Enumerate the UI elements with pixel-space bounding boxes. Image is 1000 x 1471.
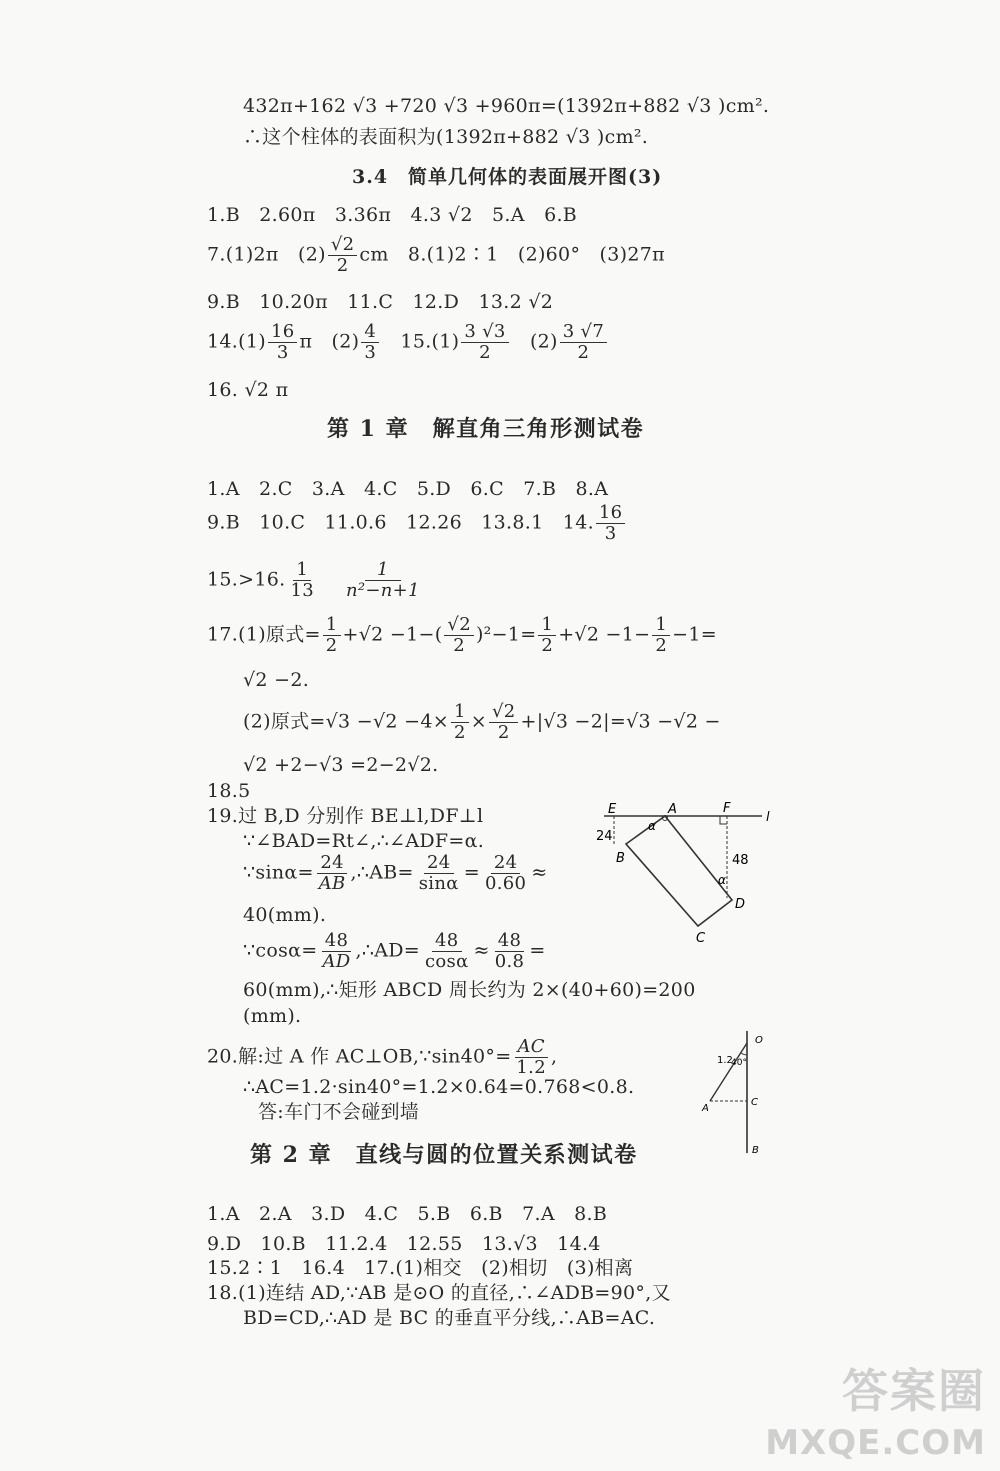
answer-line: ∴AC=1.2·sin40°=1.2×0.64=0.768<0.8. (243, 1076, 635, 1098)
fraction: $\frac{1}{2}$ (538, 615, 556, 656)
fraction: $\frac{16}{3}$ (268, 322, 298, 363)
text-line: 432π+162 √3 +720 √3 +960π=(1392π+882 √3 )cm². (243, 95, 770, 117)
label-A: A (702, 1103, 709, 1114)
label-24: 24 (596, 829, 613, 844)
label-E: E (608, 802, 617, 817)
label-l: l (766, 810, 770, 825)
text-segment: 7.(1)2π (2) (207, 243, 326, 266)
answer-line: 19.过 B,D 分别作 BE⊥l,DF⊥l (207, 805, 484, 827)
answer-line: 9.B 10.20π 11.C 12.D 13.2 √2 (207, 291, 554, 313)
fraction: $\frac{√2}{2}$ (444, 615, 474, 656)
label-40-degrees: 40° (731, 1058, 747, 1068)
answer-line: 40(mm). (243, 904, 327, 926)
label-alpha: α (718, 873, 726, 887)
fraction: $\frac{1}{\text{n²−n+1}}$ (345, 559, 420, 601)
fraction: $\frac{48}{AD}$ (322, 930, 351, 972)
watermark-url: MXQE.COM (765, 1423, 986, 1463)
fraction: $\frac{1}{2}$ (451, 702, 469, 743)
fraction: $\frac{1}{13}$ (290, 559, 314, 601)
fraction: $\frac{1}{2}$ (652, 615, 670, 656)
label-F: F (723, 801, 731, 816)
fraction: $\frac{3 √3}{2}$ (461, 322, 508, 363)
answer-line: ∵∠BAD=Rt∠,∴∠ADF=α. (243, 830, 485, 852)
answer-line: √2 +2−√3 =2−2√2. (243, 754, 439, 776)
label-A: A (668, 802, 677, 817)
answer-line: 18.5 (207, 780, 251, 802)
answer-line: 9.D 10.B 11.2.4 12.55 13.√3 14.4 (207, 1233, 601, 1255)
text-segment: cm 8.(1)2∶1 (2)60° (3)27π (359, 243, 665, 266)
chapter-title: 第 2 章 直线与圆的位置关系测试卷 (250, 1142, 638, 1168)
door-figure (700, 1025, 780, 1160)
rectangle-figure (590, 800, 780, 950)
fraction: $\frac{√2}{2}$ (489, 702, 519, 743)
label-alpha: α (648, 819, 656, 833)
answer-line: 15.2∶1 16.4 17.(1)相交 (2)相切 (3)相离 (207, 1257, 634, 1279)
fraction: $\frac{3 √7}{2}$ (560, 322, 607, 363)
fraction: $\frac{24}{AB}$ (318, 852, 346, 894)
fraction: $\frac{24}{\sin\alpha}$ (418, 852, 459, 894)
label-C: C (696, 931, 706, 946)
answer-line: 1.A 2.C 3.A 4.C 5.D 6.C 7.B 8.A (207, 478, 609, 500)
answer-line: 17.(1)原式= $\frac{1}{2}$ +√2 −1−( $\frac{√2}{2}$ )²−1= $\frac{1}{2}$ +√2 −1− $\frac{1}{2}$ −1= (207, 614, 717, 656)
fraction: $\frac{48}{0.8}$ (494, 930, 525, 972)
fraction: $\frac{1}{2}$ (323, 615, 341, 656)
label-D: D (735, 897, 746, 912)
fraction: $\frac{AC}{1.2}$ (516, 1036, 546, 1078)
fraction: $\frac{√2}{2}$ (328, 235, 358, 276)
answer-line: ∵cosα= $\frac{48}{AD}$ ,∴AD= $\frac{48}{\cos\alpha}$ ≈ $\frac{48}{0.8}$ = (243, 930, 546, 972)
section-title: 3.4 简单几何体的表面展开图(3) (352, 166, 663, 188)
fraction: $\frac{48}{\cos\alpha}$ (425, 930, 469, 972)
answer-line (207, 235, 665, 276)
label-1.2: 1.2 (717, 1055, 733, 1066)
watermark-logo: 答案圈 (842, 1364, 986, 1418)
answer-line: 18.(1)连结 AD,∵AB 是⊙O 的直径,∴∠ADB=90°,又 (207, 1282, 671, 1304)
answer-line: 15.>16. $\frac{1}{13}$ $\frac{1}{\text{n²−n+1}}$ (207, 560, 425, 601)
answer-line: 60(mm),∴矩形 ABCD 周长约为 2×(40+60)=200 (243, 979, 696, 1001)
label-C: C (751, 1097, 758, 1108)
answer-line: ∵sinα= $\frac{24}{AB}$ ,∴AB= $\frac{24}{\sin\alpha}$ = $\frac{24}{0.60}$ ≈ (243, 852, 548, 894)
label-B: B (616, 851, 625, 866)
answer-line: (2)原式=√3 −√2 −4× $\frac{1}{2}$ × $\frac{√2}{2}$ +|√3 −2|=√3 −√2 − (243, 701, 721, 743)
answer-line: 1.A 2.A 3.D 4.C 5.B 6.B 7.A 8.B (207, 1203, 608, 1225)
fraction: $\frac{16}{3}$ (596, 503, 626, 544)
answer-line: 16. √2 π (207, 379, 289, 401)
label-B: B (752, 1145, 759, 1156)
answer-line: 9.B 10.C 11.0.6 12.26 13.8.1 14. $\frac{16}{3}$ (207, 503, 627, 544)
answer-line: BD=CD,∴AD 是 BC 的垂直平分线,∴AB=AC. (243, 1307, 656, 1329)
answer-line: 答:车门不会碰到墙 (258, 1101, 420, 1123)
answer-line: 1.B 2.60π 3.36π 4.3 √2 5.A 6.B (207, 204, 578, 226)
answer-line: (mm). (243, 1005, 302, 1027)
fraction: $\frac{24}{0.60}$ (484, 852, 527, 894)
text-line: ∴这个柱体的表面积为(1392π+882 √3 )cm². (243, 126, 649, 148)
chapter-title: 第 1 章 解直角三角形测试卷 (327, 416, 645, 442)
label-O: O (755, 1035, 763, 1046)
answer-line: 14.(1) $\frac{16}{3}$ π (2) $\frac{4}{3}$ 15.(1) $\frac{3 √3}{2}$ (2) $\frac{3 √7}{2}$ (207, 322, 609, 363)
fraction: $\frac{4}{3}$ (361, 322, 379, 363)
label-48: 48 (732, 853, 749, 868)
answer-line: √2 −2. (243, 669, 310, 691)
answer-line: 20.解:过 A 作 AC⊥OB,∵sin40°= $\frac{AC}{1.2}$ , (207, 1036, 558, 1078)
